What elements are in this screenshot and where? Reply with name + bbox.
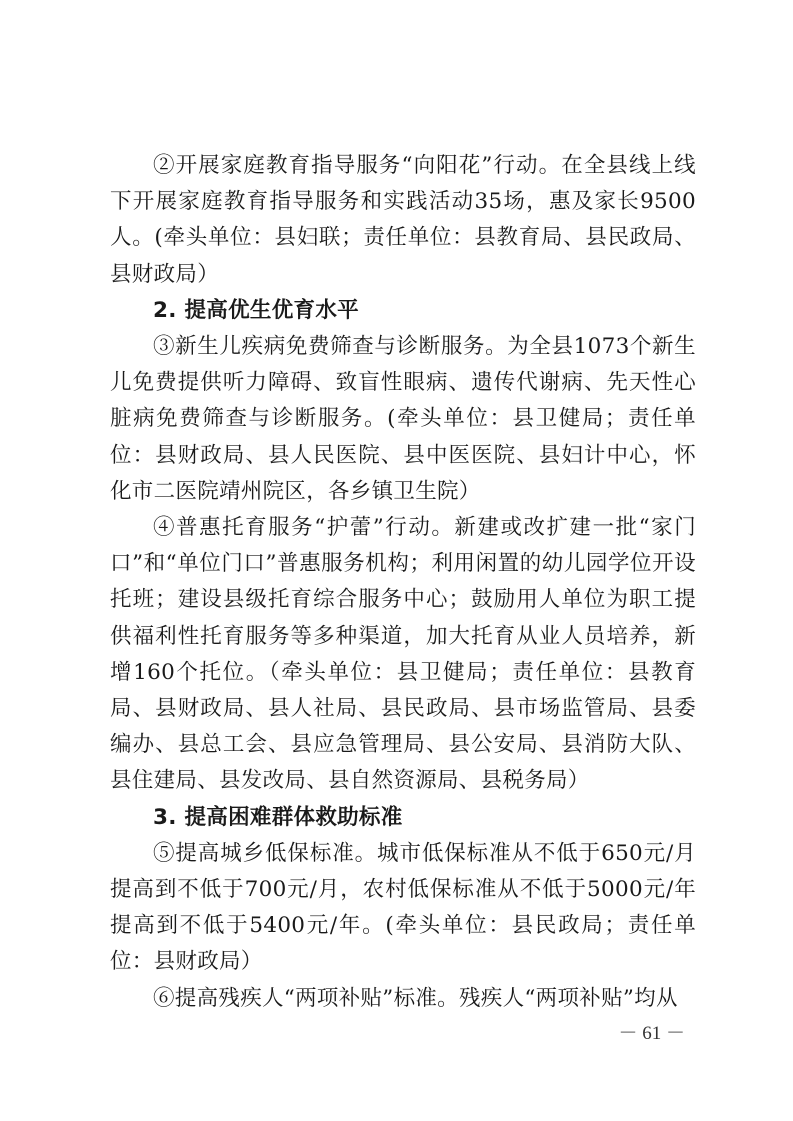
document-body [110, 148, 696, 1017]
paragraph-newborn-screening: ③新生儿疾病免费筛查与诊断服务。为全县1073个新生儿免费提供听力障碍、致盲性眼病、遗传代谢病、先天性心脏病免费筛查与诊断服务。(牵头单位：县卫健局；责任单位：县财政局、县人民医院、县中医医院、县妇计中心，怀化市二医院靖州院区，各乡镇卫生院） [110, 334, 696, 504]
paragraph-childcare-service: ④普惠托育服务“护蕾”行动。新建或改扩建一批“家门口”和“单位门口”普惠服务机构；利用闲置的幼儿园学位开设托班；建设县级托育综合服务中心；鼓励用人单位为职工提供福利性托育服务等多种渠道，加大托育从业人员培养，新增160个托位。（牵头单位：县卫健局；责任单位：县教育局、县财政局、县人社局、县民政局、县市场监管局、县委编办、县总工会、县应急管理局、县公安局、县消防大队、县住建局、县发改局、县自然资源局、县税务局） [110, 515, 696, 794]
section-heading-2: 2. 提高优生优育水平 [153, 297, 359, 323]
paragraph-subsistence-allowance: ⑤提高城乡低保标准。城市低保标准从不低于650元/月提高到不低于700元/月，农村低保标准从不低于5000元/年提高到不低于5400元/年。(牵头单位：县民政局；责任单位：县财政局） [110, 840, 696, 975]
page-number: － 61 － [618, 1023, 685, 1044]
paragraph-disability-subsidy: ⑥提高残疾人“两项补贴”标准。残疾人“两项补贴”均从 [153, 985, 678, 1011]
paragraph-family-education: ②开展家庭教育指导服务“向阳花”行动。在全县线上线下开展家庭教育指导服务和实践活动35场，惠及家长9500人。(牵头单位：县妇联；责任单位：县教育局、县民政局、县财政局） [110, 153, 696, 287]
section-heading-3: 3. 提高困难群体救助标准 [153, 804, 403, 830]
